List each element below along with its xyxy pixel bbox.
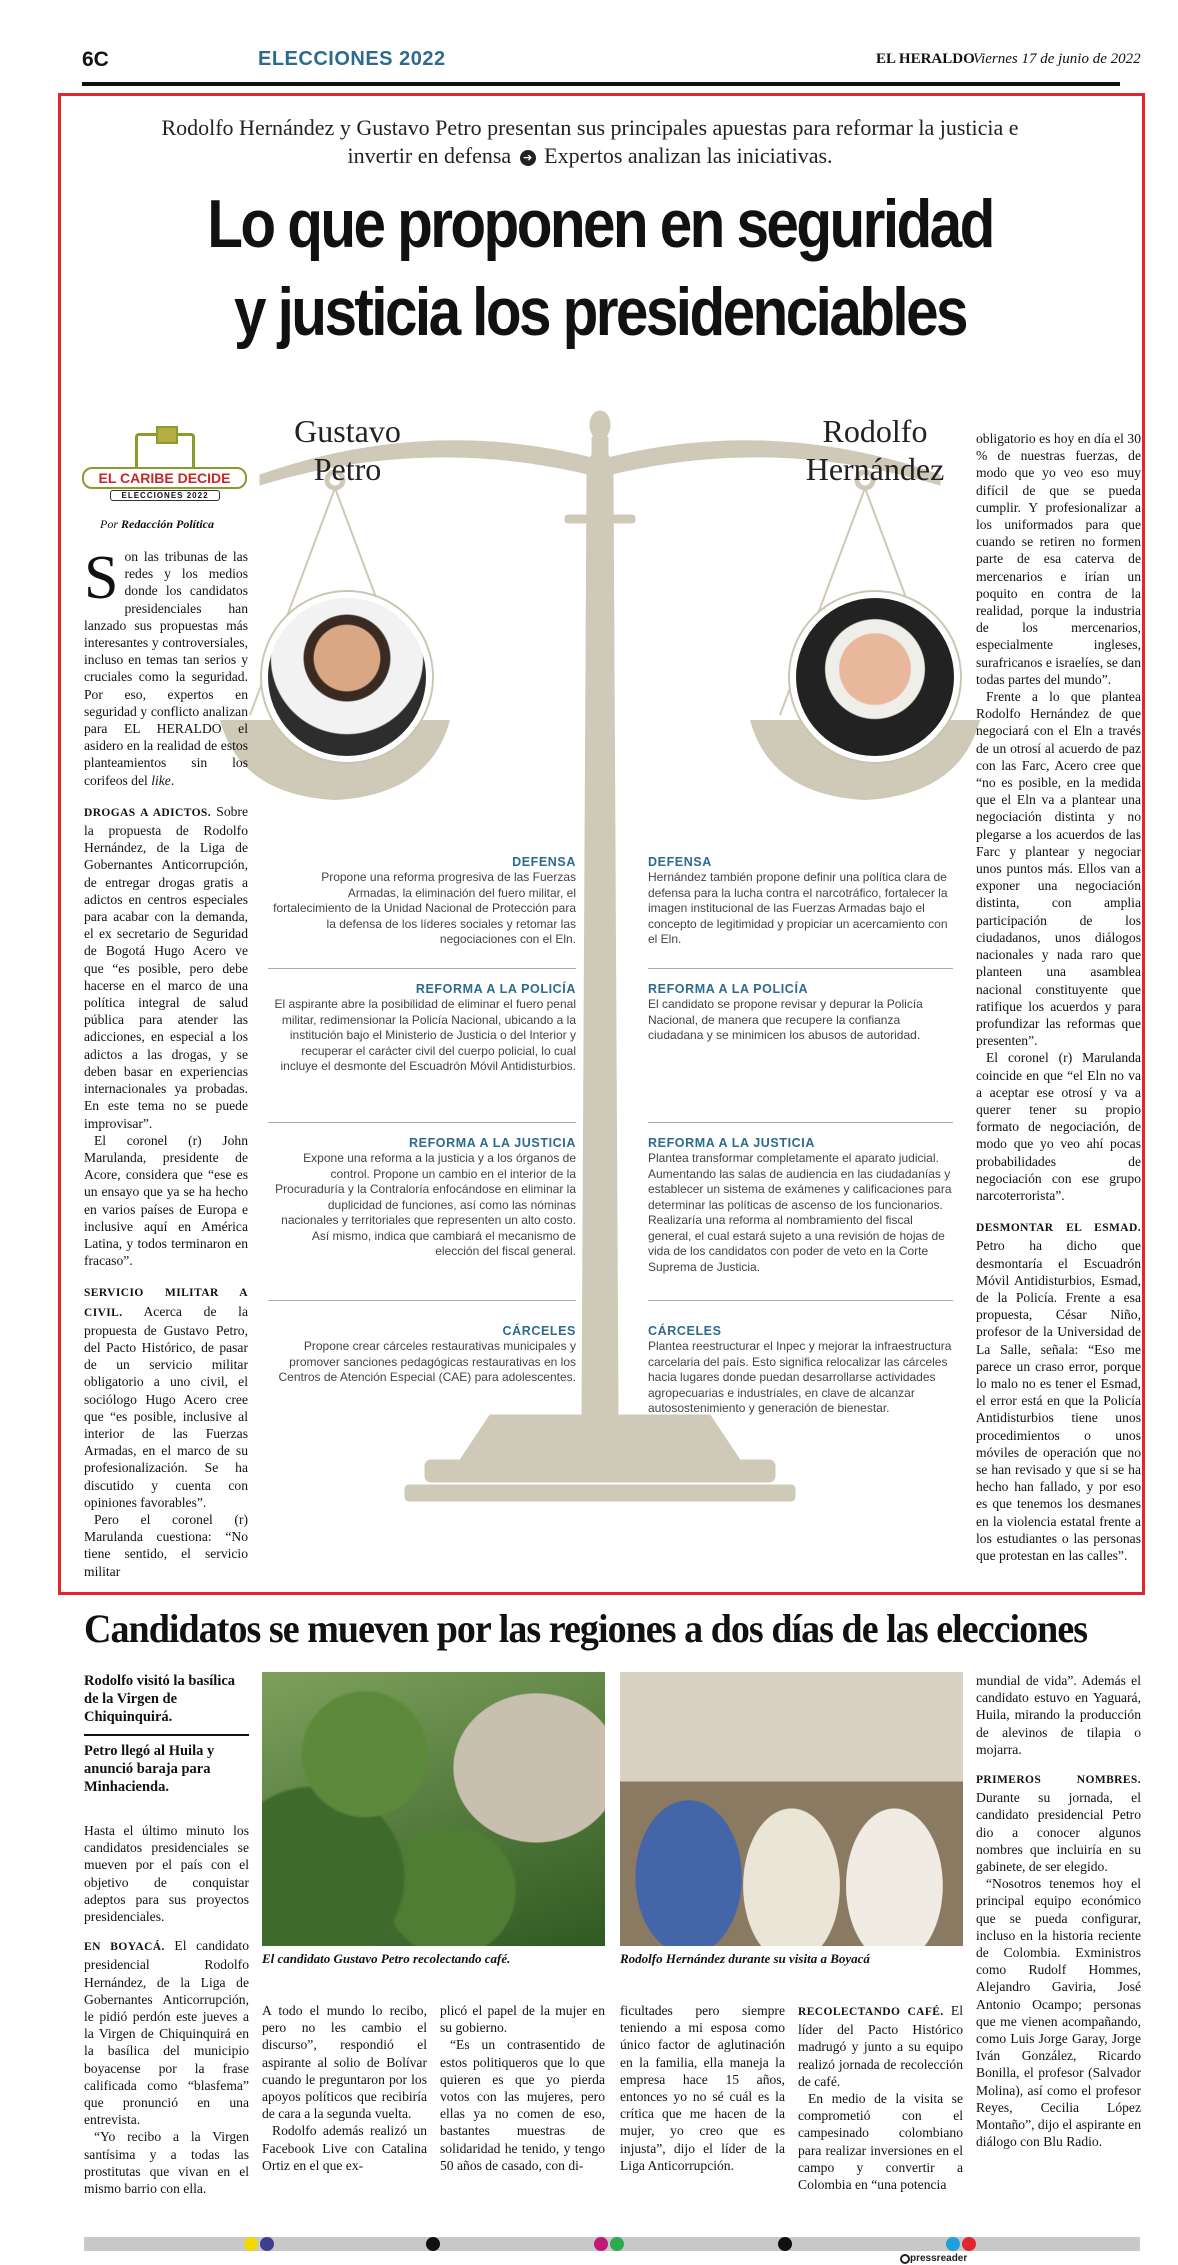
subhead-esmad: DESMONTAR EL ESMAD.	[976, 1222, 1141, 1235]
hernandez-proposal-carceles	[648, 1324, 953, 1417]
proposal-title: REFORMA A LA JUSTICIA	[409, 1136, 576, 1150]
divider	[648, 968, 953, 969]
article-column-5	[798, 2002, 963, 2227]
paragraph: “Nosotros tenemos hoy el principal equipo económico que se pueda configurar, incluso en la historia reciente de Colombia. Exministros como Rudolf Hommes, Alejandro Gaviria, José Antonio Ocampo; personas que me vienen acompañando, como Luis Jorge Garay, Jorge Iván González, Ricardo Bonilla, el profesor (Salvador Molina), así como el profesor Reyes, Cecilia López Montaño”, dijo el aspirante en diálogo con Blu Radio.	[976, 1876, 1141, 2150]
paragraph: A todo el mundo lo recibo, pero no les cambio el discurso”, respondió el aspirante al solio de Bolívar cuando le preguntaron por los apoyos políticos que recibiría de cara a la segunda vuelta.	[262, 2003, 427, 2122]
proposal-title: DEFENSA	[512, 855, 576, 869]
color-dot	[260, 2237, 274, 2251]
paragraph: “Yo recibo a la Virgen santísima y a todas las prostitutas que vivan en el mismo barrio con ella.	[84, 2129, 249, 2197]
divider	[648, 1122, 953, 1123]
paragraph: obligatorio es hoy en día el 30 % de nuestras fuerzas, de modo que yo veo eso muy difícil de que se pueda cumplir. Y profesionalizar a los uniformados para que cuando se retiren no formen parte de esa caterva de mercenarios e irían un poquito en contra de la realidad, porque la industria de los mercenarios, especialmente ingleses, surafricanos e israelíes, se dan todas partes del mundo”.	[976, 431, 1141, 687]
divider	[268, 968, 576, 969]
proposal-title: REFORMA A LA JUSTICIA	[648, 1136, 815, 1150]
article-column-4	[620, 2002, 785, 2227]
proposal-text: Propone una reforma progresiva de las Fuerzas Armadas, la eliminación del fuero militar, el fortalecimiento de la Unidad Nacional de Protección para la defensa de los líderes sociales y retomar las negociaciones con el Eln.	[273, 870, 576, 946]
logo-subtitle: ELECCIONES 2022	[110, 490, 220, 501]
photo-hernandez-boyaca	[620, 1672, 963, 1946]
paragraph: El líder del Pacto Histórico madrugó y junto a su equipo realizó jornada de recolección de café.	[798, 2003, 963, 2089]
section-title: ELECCIONES 2022	[258, 48, 446, 70]
arrow-right-icon: ➔	[520, 150, 536, 166]
intro-text: on las tribunas de las redes y los medios donde los candidatos presidenciales han lanzado sus propuestas más interesantes y controversiales, incluso en temas tan serios y cruciales como la seguridad. Por eso, expertos en seguridad y conflicto analizan para EL HERALDO el asidero en la realidad de estos planteamientos sin los corifeos del	[84, 549, 248, 788]
page-number: 6C	[82, 48, 109, 71]
proposal-text: Plantea reestructurar el Inpec y mejorar la infraestructura carcelaria del país. Esto significa relocalizar las cárceles hacia lugares donde puedan desarrollarse actividades agropecuarias e industriales, en clave de alcanzar autosostenimiento y generación de bienestar.	[648, 1339, 952, 1415]
color-dot	[244, 2237, 258, 2251]
paragraph: Petro ha dicho que desmontaría el Escuadrón Móvil Antidisturbios, Esmad, de la Policía. Frente a esa propuesta, César Niño, profesor de la Universidad de La Salle, señala: “Eso me parece un craso error, porque lo malo no es tener el Esmad, el error está en que la Policía Antidisturbios tiene unos procedimientos o unos móviles de operación que no se han revisado y que si se ha hecho han fallado, y por eso es que tenemos los desmanes en la violencia estatal frente a los estudiantes o las personas que protestan en las calles”.	[976, 1238, 1141, 1563]
deck-divider	[84, 1734, 249, 1736]
story-kicker	[150, 114, 1030, 170]
proposal-title: CÁRCELES	[502, 1324, 576, 1338]
pressreader-brand: pressreader	[910, 2253, 968, 2264]
photo-caption: El candidato Gustavo Petro recolectando café.	[262, 1951, 511, 1966]
proposal-text: El aspirante abre la posibilidad de eliminar el fuero penal militar, redimensionar la Policía Nacional, ubicando a la institución bajo el Ministerio de Justicia o del Interior y recuperar el carácter civil del cuerpo policial, lo cual incluye el desmonte del Escuadrón Móvil Antidisturbios.	[274, 997, 576, 1073]
paragraph: El coronel (r) Marulanda coincide en que “el Eln no va a aceptar ese otrosí y va a querer tener su propio formato de negociación, de modo que yo veo ahí pocas probabilidades de negociación con ese grupo narcoterrorista”.	[976, 1050, 1141, 1203]
divider	[268, 1122, 576, 1123]
candidate-first-name: Gustavo	[294, 413, 401, 449]
article-column-3	[440, 2002, 605, 2227]
deck-hernandez: Rodolfo visitó la basílica de la Virgen de Chiquinquirá.	[84, 1673, 236, 1725]
paragraph: El coronel (r) John Marulanda, presidente de Acore, considera que “ese es un ensayo que ya se ha hecho en varios países de Europa e inclusive aquí en América Latina, y todos terminaron en fracaso”.	[84, 1132, 248, 1269]
deck-petro: Petro llegó al Huila y anunció baraja para Minhacienda.	[84, 1743, 215, 1795]
hernandez-proposal-policia	[648, 982, 953, 1044]
divider	[268, 1300, 576, 1301]
subhead-cafe: RECOLECTANDO CAFÉ.	[798, 2006, 944, 2018]
proposal-text: Expone una reforma a la justicia y a los órganos de control. Propone un cambio en el interior de la Procuraduría y la Contraloría enfocándose en eliminar la duplicidad de funciones, así como las nóminas nacionales y territoriales que representen un alto costo. Así mismo, indica que cambiará el mecanismo de elección del fiscal general.	[275, 1151, 576, 1258]
subhead-servicio: SERVICIO MILITAR A CIVIL.	[84, 1287, 248, 1319]
caribe-decide-logo: EL CARIBE DECIDE	[82, 467, 247, 489]
ballot-box-icon	[135, 433, 195, 467]
byline-prefix: Por	[100, 517, 118, 531]
proposal-title: REFORMA A LA POLICÍA	[648, 982, 809, 996]
article-column-1	[84, 1822, 249, 2227]
left-article-column	[84, 544, 248, 1579]
paragraph: Hasta el último minuto los candidatos presidenciales se mueven por el país con el objetivo de conquistar adeptos para sus proyectos presidenciales.	[84, 1823, 249, 1925]
paragraph: Frente a lo que plantea Rodolfo Hernández de que negociará con el Eln a través de un otrosí al acuerdo de paz con las Farc, Acero cree que “no es posible, en la medida que el Eln va a plantear una negociación distinta y no plegarse a los acuerdos de las Farc y plantear y negociar unos puntos más. Ellos van a exponer una negociación distinta, con amplia participación de los ciudadanos, unos diálogos nacionales y nada raro que planteen una asamblea nacional constituyente que ratifique los acuerdos y para profundizar las reformas que presenten”.	[976, 689, 1141, 1049]
paragraph: mundial de vida”. Además el candidato estuvo en Yaguará, Huila, mirando la producción de alevinos de tilapia o mojarra.	[976, 1673, 1141, 1757]
candidate-last-name: Petro	[313, 451, 382, 487]
article-column-2	[262, 2002, 427, 2227]
petro-proposal-carceles	[268, 1324, 576, 1386]
candidate-last-name: Hernández	[805, 451, 945, 487]
newspaper-name: EL HERALDO	[876, 51, 975, 67]
color-dot	[610, 2237, 624, 2251]
petro-proposal-policia	[268, 982, 576, 1075]
paragraph: Pero el coronel (r) Marulanda cuestiona: “No tiene sentido, el servicio militar	[84, 1511, 248, 1579]
petro-proposal-defensa	[268, 855, 576, 948]
paragraph: Acerca de la propuesta de Gustavo Petro, del Pacto Histórico, de pasar de un servicio militar obligatorio a uno civil, el sociólogo Hugo Acero cree que “es posible, inclusive al interior de las Fuerzas Armadas, en el marco de su profesionalización. Se ha discutido y cuenta con opiniones favorables”.	[84, 1303, 248, 1510]
color-dot	[946, 2237, 960, 2251]
headline-line-1: Lo que proponen en seguridad	[207, 186, 993, 262]
right-article-column	[976, 430, 1141, 1563]
paragraph: Durante su jornada, el candidato presidencial Petro dio a conocer algunos nombres que incluiría en su gabinete, de ser elegido.	[976, 1790, 1141, 1875]
color-dot	[594, 2237, 608, 2251]
proposal-title: CÁRCELES	[648, 1324, 722, 1338]
petro-portrait	[262, 592, 432, 762]
paragraph: ficultades pero siempre teniendo a mi esposa como único factor de aglutinación en la familia, ella maneja la empresa hace 15 años, entonces yo no sé cuál es la crítica que me hacen de la mujer, yo creo que es injusta”, dijo el líder de la Liga Anticorrupción.	[620, 2003, 785, 2173]
header-rule	[82, 82, 1120, 86]
petro-proposal-justicia	[268, 1136, 576, 1260]
paragraph: En medio de la visita se comprometió con el campesinado colombiano para realizar inversiones en el campo y convertir a Colombia en “una potencia	[798, 2091, 963, 2193]
paragraph: Rodolfo además realizó un Facebook Live con Catalina Ortiz en el que ex-	[262, 2123, 427, 2173]
byline	[100, 517, 240, 532]
drop-cap: S	[84, 544, 119, 612]
publication-date: Viernes 17 de junio de 2022	[973, 51, 1141, 67]
second-headline: Candidatos se mueven por las regiones a dos días de las elecciones	[84, 1606, 1088, 1651]
print-color-bar	[84, 2237, 1140, 2251]
proposal-title: DEFENSA	[648, 855, 712, 869]
intro-emphasis: like	[151, 772, 171, 788]
candidate-first-name: Rodolfo	[822, 413, 928, 449]
headline-line-2: y justicia los presidenciables	[234, 274, 966, 350]
hernandez-proposal-justicia	[648, 1136, 953, 1275]
paragraph: Sobre la propuesta de Rodolfo Hernández, de la Liga de Gobernantes Anticorrupción, de entregar drogas gratis a adictos en centros especiales para acabar con la demanda, el ex secretario de Seguridad de Bogotá Hugo Acero ve que “es posible, pero debe hacerse en el marco de una política integral de salud pública para atender las adicciones, en especial a los adictos a las drogas, y se deben basar en experiencias internacionales ya probadas. En este tema no se puede improvisar”.	[84, 803, 248, 1131]
candidate-name-hernandez	[785, 412, 965, 488]
paragraph: “Es un contrasentido de estos politiqueros que lo que quieren es que yo pierda votos con las mujeres, pero ellas ya no comen de eso, bastantes muestras de solidaridad he tenido, y tengo 50 años de casado, con di-	[440, 2037, 605, 2173]
subhead-boyaca: EN BOYACÁ.	[84, 1941, 165, 1954]
divider	[648, 1300, 953, 1301]
proposal-text: Plantea transformar completamente el aparato judicial. Aumentando las salas de audiencia en las ciudadanías y establecer un sistema de exámenes y calificaciones para determinar las políticas de ascenso de los funcionarios. Realizaría una reforma al nombramiento del fiscal general, el cual estará sujeto a una revisión de hojas de vida de los candidatos con poder de veto en la Corte Suprema de Justicia.	[648, 1151, 952, 1274]
photo-petro-coffee	[262, 1672, 605, 1946]
photo-caption: Rodolfo Hernández durante su visita a Boyacá	[620, 1951, 870, 1966]
paragraph: El candidato presidencial Rodolfo Hernández, de la Liga de Gobernantes Anticorrupción, le pidió perdón este jueves a la Virgen de Chiquinquirá en la basílica del municipio boyacense por la frase calificada como “blasfema” que pronunció en una entrevista.	[84, 1938, 249, 2128]
hernandez-portrait	[790, 592, 960, 762]
subhead-nombres: PRIMEROS NOMBRES.	[976, 1774, 1141, 1787]
subhead-drogas: DROGAS A ADICTOS.	[84, 806, 211, 819]
proposal-text: Propone crear cárceles restaurativas municipales y promover sanciones pedagógicas restaurativas en los Centros de Atención Especial (CAE) para adolescentes.	[278, 1339, 576, 1384]
pressreader-icon	[900, 2254, 910, 2264]
color-dot	[962, 2237, 976, 2251]
hernandez-proposal-defensa	[648, 855, 953, 948]
proposal-text: Hernández también propone definir una política clara de defensa para la lucha contra el narcotráfico, fortalecer la imagen institucional de las Fuerzas Armadas bajo el concepto de legitimidad y propiciar un acercamiento con el Eln.	[648, 870, 948, 946]
article-column-6	[976, 1672, 1141, 2227]
proposal-text: El candidato se propone revisar y depurar la Policía Nacional, de manera que recupere la confianza ciudadana y se minimicen los abusos de autoridad.	[648, 997, 923, 1042]
kicker-text-2: Expertos analizan las iniciativas.	[544, 143, 833, 168]
paragraph: plicó el papel de la mujer en su gobierno.	[440, 2003, 605, 2036]
color-dot	[778, 2237, 792, 2251]
intro-end: .	[170, 772, 175, 788]
color-dot	[426, 2237, 440, 2251]
proposal-title: REFORMA A LA POLICÍA	[415, 982, 576, 996]
main-headline	[170, 180, 1030, 356]
kicker-text: Rodolfo Hernández y Gustavo Petro presentan sus principales apuestas para reformar la justicia e invertir en defensa	[161, 115, 1019, 168]
candidate-name-petro	[270, 412, 425, 488]
byline-author: Redacción Política	[121, 517, 214, 531]
